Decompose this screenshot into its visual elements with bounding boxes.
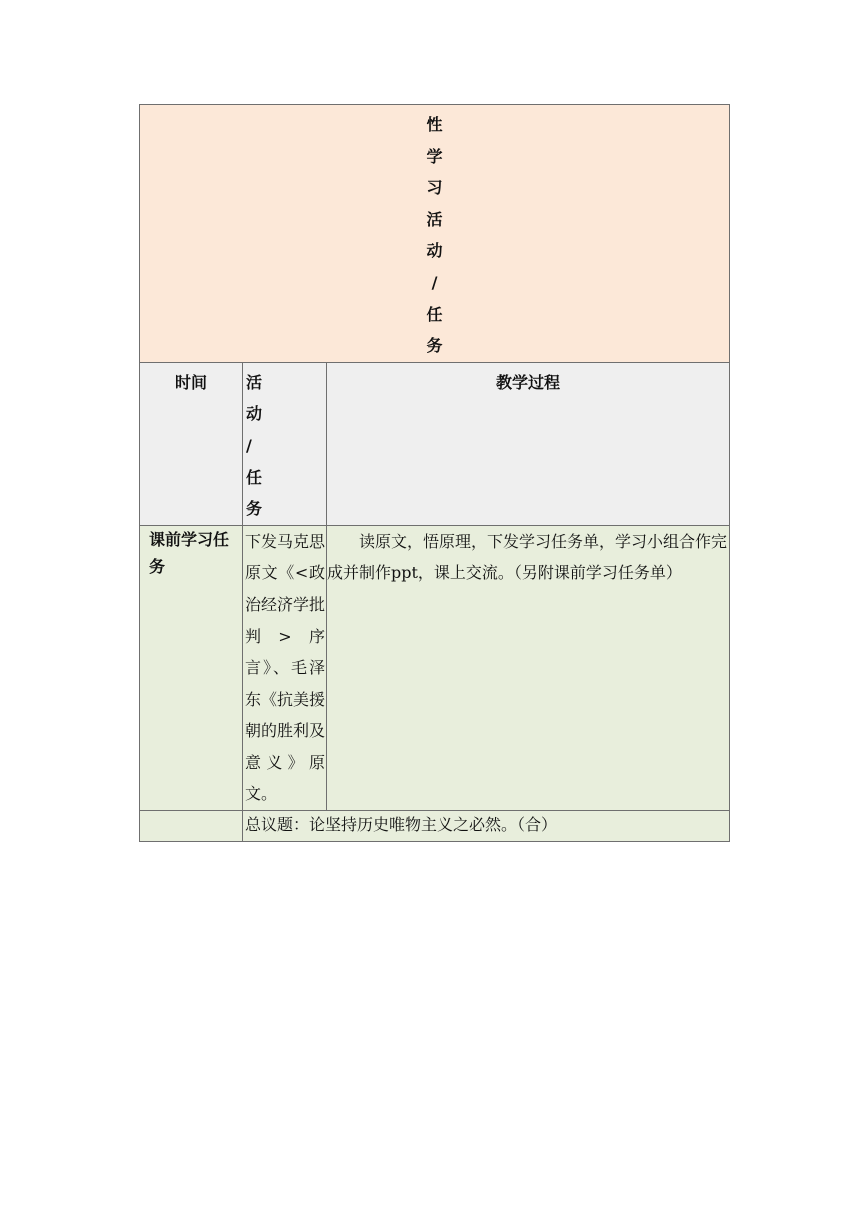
topic-label — [140, 811, 243, 842]
vertical-title-char: 学 — [426, 146, 443, 166]
vertical-title-char: 务 — [426, 336, 443, 356]
vertical-title-char: / — [431, 272, 438, 292]
header-activity-char: / — [246, 435, 252, 455]
pre-class-process — [327, 525, 730, 810]
pre-class-process-text: 读原文，悟原理，下发学习任务单，学习小组合作完成并制作ppt，课上交流。（另附课前学习任务单） — [327, 531, 728, 583]
header-activity — [243, 362, 327, 525]
pre-class-label: 课前学习任务 — [140, 525, 243, 810]
table-row-topic — [140, 811, 730, 842]
vertical-title-char: 动 — [426, 241, 443, 261]
table-row-title — [140, 105, 730, 363]
table-row-pre-class — [140, 525, 730, 810]
table-header-row — [140, 362, 730, 525]
header-time: 时间 — [140, 362, 243, 525]
vertical-title-char: 任 — [426, 304, 443, 324]
vertical-title-cell — [140, 105, 730, 363]
vertical-title — [140, 105, 729, 362]
header-activity-char: 务 — [246, 499, 263, 519]
pre-class-activity: 下发马克思原文《<政治经济学批判>序言》、毛泽东《抗美援朝的胜利及意义》原文。 — [243, 525, 327, 810]
vertical-title-char: 性 — [426, 115, 443, 134]
header-activity-char: 活 — [246, 372, 263, 392]
lesson-plan-table — [139, 104, 730, 842]
header-activity-char: 动 — [246, 404, 263, 424]
vertical-title-char: 活 — [426, 209, 443, 229]
header-process: 教学过程 — [327, 362, 730, 525]
header-activity-char: 任 — [246, 467, 263, 487]
overall-topic: 总议题：论坚持历史唯物主义之必然。（合） — [243, 811, 730, 842]
vertical-title-char: 习 — [426, 178, 443, 198]
